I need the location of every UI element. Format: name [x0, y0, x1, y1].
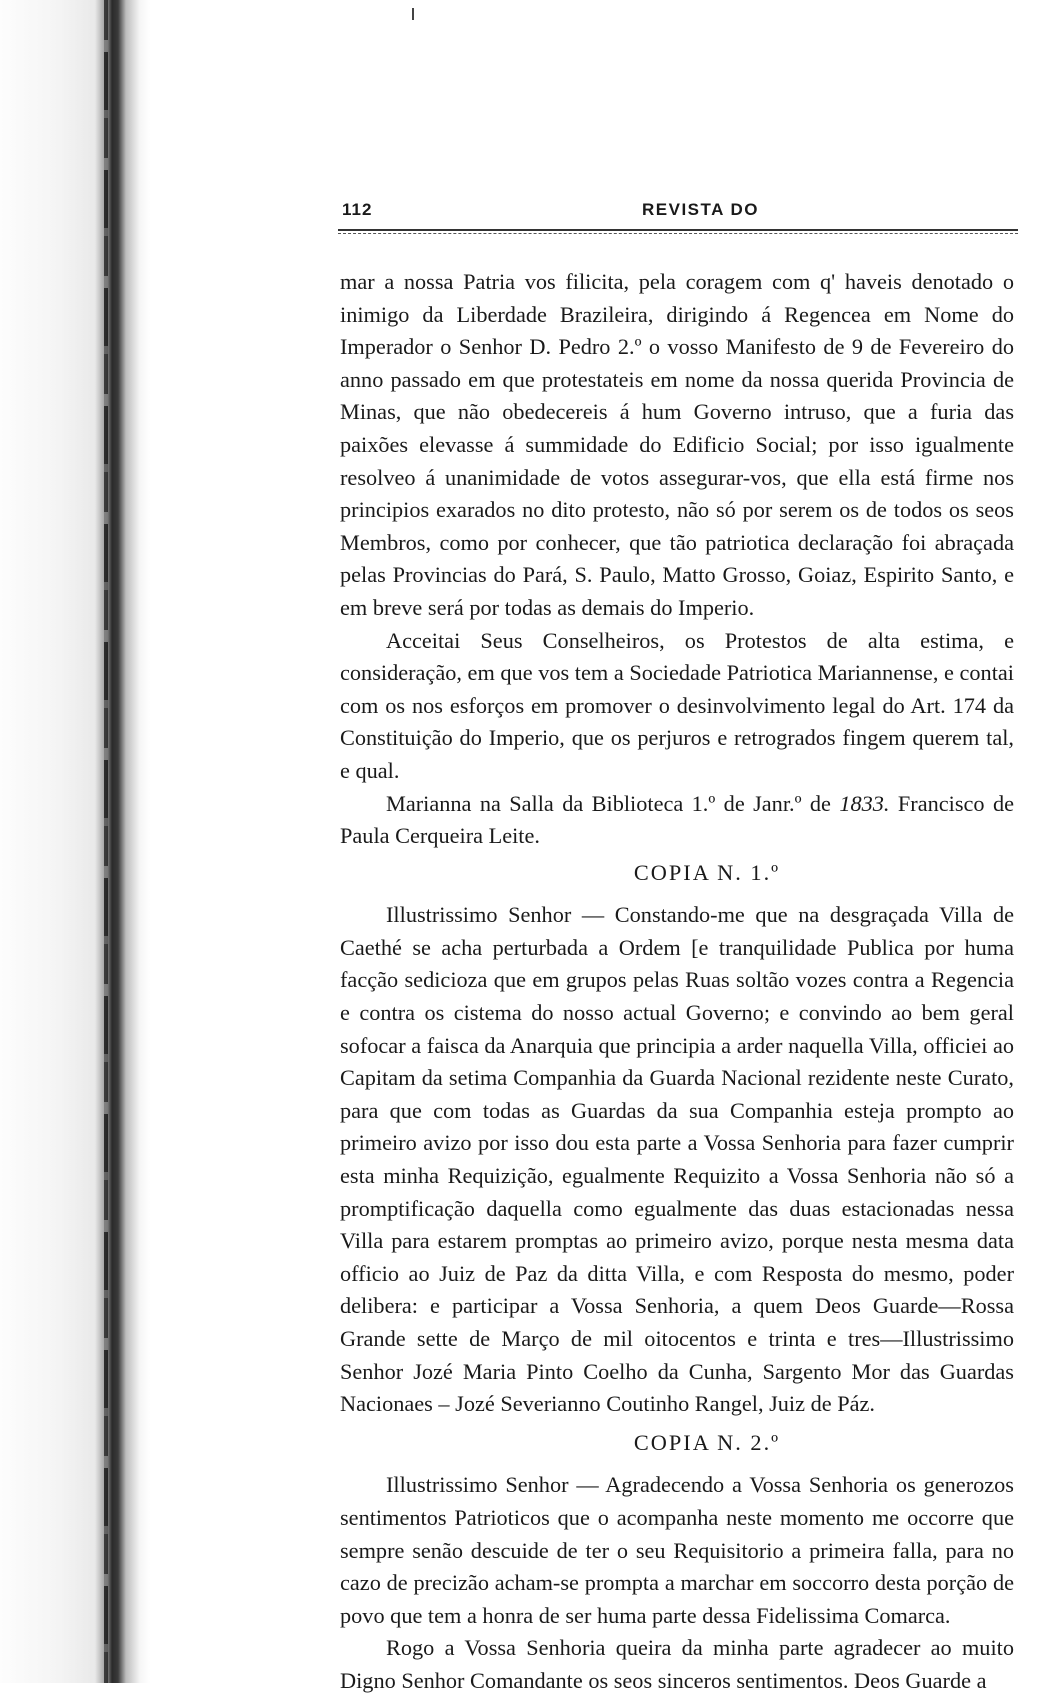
paragraph-rogo: Rogo a Vossa Senhoria queira da minha parte agradecer ao muito Digno Senhor Comandante os seos sinceros sentimentos. Deos Guarde a — [340, 1635, 1014, 1693]
paragraph-signature — [340, 788, 1014, 853]
paragraph-continuation: mar a nossa Patria vos filicita, pela coragem com q' haveis denotado o inimigo da Liberdade Brazileira, dirigindo á Regencea em Nome do Imperador o Senhor D. Pedro 2.º o vosso Manifesto de 9 de Fevereiro do anno passado em que protestateis em nome da nossa querida Provincia de Minas, que não obedecereis á hum Governo intruso, que a furia das paixões elevasse á summidade do Edificio Social; por isso igualmente resolveo á unanimidade de votos assegurar-vos, que ella está firme nos principios exarados no dito protesto, não só por serem os de todos os seos Membros, como por conhecer, que tão patriotica declaração foi abraçada pelas Provincias do Pará, S. Paulo, Matto Grosso, Goiaz, Espirito Santo, e em breve será por todas as demais do Imperio. — [340, 269, 1014, 620]
paragraph-copy-1: Illustrissimo Senhor — Constando-me que na desgraçada Villa de Caethé se acha perturbada a Ordem [e tranquilidade Publica por huma facção sedicioza que em grupos pelas Ruas soltão vozes contra a Regencia e contra os cistema do nosso actual Governo; e convindo ao bem geral sofocar a faisca da Anarquia que principia a arder naquella Villa, officiei ao Capitam da setima Companhia da Guarda Nacional rezidente neste Curato, para que com todas as Guardas da sua Companhia esteja prompto ao primeiro avizo por isso dou esta parte a Vossa Senhoria para fazer cumprir esta minha Requizição, egualmente Requizito a Vossa Senhoria não só a promptificação daquella como egualmente das duas estacionadas nessa Villa para estarem promptas ao primeiro avizo, porque nesta mesma data officio ao Juiz de Paz da ditta Villa, e com Resposta do mesmo, poder delibera: e participar a Vossa Senhoria, a quem Deos Guarde—Rossa Grande sette de Março de mil oitocentos e trinta e tres—Illustrissimo Senhor Jozé Maria Pinto Coelho da Cunha, Sargento Mor das Guardas Nacionaes – Jozé Severianno Coutinho Rangel, Juiz de Páz. — [340, 902, 1014, 1417]
book-binding-gutter — [0, 0, 150, 1683]
running-head — [342, 196, 1022, 226]
signature-place-date: Marianna na Salla da Biblioteca 1.º de Janr.º de — [386, 790, 840, 816]
header-rule — [338, 229, 1018, 234]
running-title: REVISTA DO — [642, 200, 760, 219]
copy-heading-2: COPIA N. 2.º — [633, 1429, 781, 1455]
paragraph-copy-2: Illustrissimo Senhor — Agradecendo a Vossa Senhoria os generozos sentimentos Patrioticos que o acompanha neste momento me occorre que sempre senão descuide de ter o seu Requisitorio a primeira falla, para no cazo de precizão acham-se prompta a marchar em soccorro desta porção de povo que tem a honra de ser huma parte dessa Fidelissima Comarca. — [340, 1472, 1014, 1628]
page-number: 112 — [342, 200, 373, 219]
copy-heading-1: COPIA N. 1.º — [633, 859, 781, 885]
ink-mark — [412, 8, 414, 20]
paragraph-acceitai: Acceitai Seus Conselheiros, os Protestos de alta estima, e consideração, em que vos tem a Sociedade Patriotica Mariannense, e contai com os nos esforços em promover o desinvolvimento legal do Art. 174 da Constituição do Imperio, que os perjuros e retrogrados fingem querem tal, e qual. — [340, 627, 1014, 783]
page-body — [340, 266, 1014, 1698]
signature-name: Francisco de Paula Cerqueira Leite. — [340, 790, 1014, 849]
signature-year: 1833. — [839, 790, 890, 816]
